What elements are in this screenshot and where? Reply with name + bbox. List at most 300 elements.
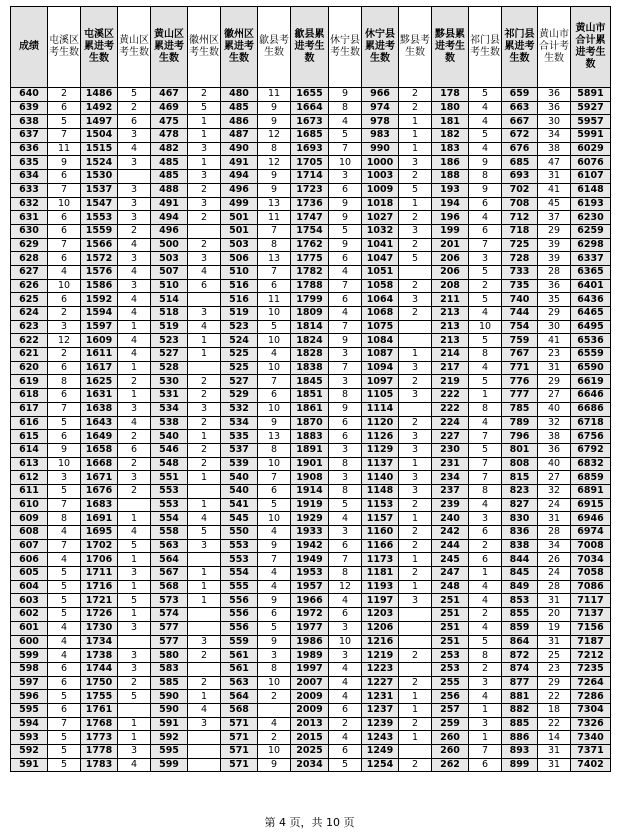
count-cell: 262 <box>432 758 469 772</box>
count-cell: 5 <box>469 88 502 102</box>
count-cell: 1683 <box>81 498 118 512</box>
count-cell: 4 <box>469 498 502 512</box>
count-cell: 1664 <box>291 101 329 115</box>
count-cell: 554 <box>221 567 258 581</box>
table-row <box>11 142 611 156</box>
count-cell: 10 <box>329 635 362 649</box>
count-cell: 6 <box>48 703 81 717</box>
count-cell: 4 <box>118 758 151 772</box>
column-header: 祁门县累进考生数 <box>502 7 538 88</box>
count-cell: 485 <box>151 156 188 170</box>
count-cell: 8 <box>258 443 291 457</box>
column-header: 休宁县累进考生数 <box>362 7 399 88</box>
count-cell: 5 <box>188 526 221 540</box>
count-cell: 6 <box>329 183 362 197</box>
count-cell: 525 <box>221 361 258 375</box>
count-cell: 3 <box>329 170 362 184</box>
count-cell: 7 <box>329 553 362 567</box>
count-cell: 5 <box>329 129 362 143</box>
count-cell: 777 <box>502 389 538 403</box>
count-cell: 7 <box>48 717 81 731</box>
count-cell: 796 <box>502 430 538 444</box>
count-cell: 1 <box>188 348 221 362</box>
count-cell: 7117 <box>571 594 611 608</box>
count-cell: 1702 <box>81 539 118 553</box>
count-cell: 8 <box>329 567 362 581</box>
count-cell: 6230 <box>571 211 611 225</box>
count-cell: 255 <box>432 676 469 690</box>
count-cell: 1 <box>399 580 432 594</box>
count-cell: 10 <box>469 320 502 334</box>
table-row <box>11 457 611 471</box>
count-cell: 22 <box>538 690 571 704</box>
count-cell: 28 <box>538 265 571 279</box>
count-cell: 3 <box>399 484 432 498</box>
count-cell: 1736 <box>291 197 329 211</box>
count-cell: 849 <box>502 580 538 594</box>
score-cell: 611 <box>11 484 48 498</box>
count-cell: 1 <box>399 731 432 745</box>
count-cell: 516 <box>221 279 258 293</box>
count-cell <box>188 608 221 622</box>
count-cell: 186 <box>432 156 469 170</box>
count-cell: 5957 <box>571 115 611 129</box>
count-cell: 5 <box>399 183 432 197</box>
count-cell: 1953 <box>291 567 329 581</box>
count-cell: 1 <box>399 129 432 143</box>
score-cell: 599 <box>11 649 48 663</box>
count-cell: 1243 <box>362 731 399 745</box>
count-cell: 9 <box>258 539 291 553</box>
count-cell: 3 <box>399 389 432 403</box>
count-cell: 740 <box>502 293 538 307</box>
count-cell: 1572 <box>81 252 118 266</box>
table-row <box>11 717 611 731</box>
count-cell: 8 <box>258 142 291 156</box>
count-cell: 735 <box>502 279 538 293</box>
count-cell: 537 <box>221 443 258 457</box>
count-cell: 5 <box>118 539 151 553</box>
count-cell: 5 <box>118 690 151 704</box>
count-cell: 245 <box>432 553 469 567</box>
count-cell: 1 <box>118 717 151 731</box>
count-cell: 485 <box>151 170 188 184</box>
count-cell: 12 <box>258 156 291 170</box>
count-cell: 554 <box>151 512 188 526</box>
count-cell <box>188 553 221 567</box>
count-cell: 1239 <box>362 717 399 731</box>
count-cell: 12 <box>258 129 291 143</box>
count-cell: 3 <box>48 471 81 485</box>
count-cell: 222 <box>432 402 469 416</box>
count-cell: 6 <box>329 539 362 553</box>
score-cell: 603 <box>11 594 48 608</box>
count-cell: 546 <box>151 443 188 457</box>
count-cell: 27 <box>538 389 571 403</box>
count-cell: 1181 <box>362 567 399 581</box>
count-cell: 1845 <box>291 375 329 389</box>
count-cell: 11 <box>258 293 291 307</box>
count-cell: 4 <box>258 567 291 581</box>
count-cell: 242 <box>432 526 469 540</box>
table-row <box>11 156 611 170</box>
count-cell: 2 <box>188 211 221 225</box>
count-cell: 7 <box>48 183 81 197</box>
count-cell: 1018 <box>362 197 399 211</box>
count-cell: 7 <box>48 402 81 416</box>
column-header: 徽州区累进考生数 <box>221 7 258 88</box>
count-cell: 3 <box>469 512 502 526</box>
count-cell: 815 <box>502 471 538 485</box>
count-cell: 1933 <box>291 526 329 540</box>
score-cell: 600 <box>11 635 48 649</box>
count-cell: 3 <box>399 471 432 485</box>
count-cell: 3 <box>399 594 432 608</box>
count-cell: 31 <box>538 361 571 375</box>
count-cell: 3 <box>118 279 151 293</box>
count-cell: 4 <box>118 348 151 362</box>
count-cell: 6 <box>469 758 502 772</box>
count-cell: 7034 <box>571 553 611 567</box>
count-cell: 7 <box>48 498 81 512</box>
count-cell: 1231 <box>362 690 399 704</box>
count-cell: 754 <box>502 320 538 334</box>
count-cell: 6193 <box>571 197 611 211</box>
count-cell: 1919 <box>291 498 329 512</box>
count-cell: 4 <box>329 690 362 704</box>
count-cell: 230 <box>432 443 469 457</box>
count-cell <box>188 361 221 375</box>
count-cell: 7326 <box>571 717 611 731</box>
count-cell: 1773 <box>81 731 118 745</box>
count-cell: 1 <box>118 361 151 375</box>
count-cell: 5 <box>258 320 291 334</box>
count-cell: 1237 <box>362 703 399 717</box>
count-cell: 3 <box>188 197 221 211</box>
count-cell: 19 <box>538 621 571 635</box>
count-cell: 4 <box>48 265 81 279</box>
count-cell: 1714 <box>291 170 329 184</box>
count-cell: 9 <box>469 183 502 197</box>
count-cell: 1747 <box>291 211 329 225</box>
count-cell: 45 <box>538 197 571 211</box>
count-cell: 2 <box>188 443 221 457</box>
count-cell: 7286 <box>571 690 611 704</box>
count-cell: 10 <box>258 457 291 471</box>
count-cell: 31 <box>538 594 571 608</box>
count-cell: 1966 <box>291 594 329 608</box>
count-cell <box>399 621 432 635</box>
count-cell: 30 <box>538 320 571 334</box>
count-cell: 580 <box>151 649 188 663</box>
count-cell: 7 <box>48 129 81 143</box>
count-cell: 1 <box>188 334 221 348</box>
count-cell: 1706 <box>81 553 118 567</box>
count-cell: 882 <box>502 703 538 717</box>
count-cell: 6 <box>48 430 81 444</box>
count-cell: 8 <box>469 484 502 498</box>
table-row <box>11 265 611 279</box>
count-cell: 9 <box>469 156 502 170</box>
count-cell: 2 <box>118 375 151 389</box>
count-cell: 1814 <box>291 320 329 334</box>
count-cell: 13 <box>258 197 291 211</box>
count-cell: 256 <box>432 690 469 704</box>
count-cell: 1497 <box>81 115 118 129</box>
count-cell: 4 <box>48 526 81 540</box>
count-cell: 1730 <box>81 621 118 635</box>
count-cell: 1738 <box>81 649 118 663</box>
count-cell: 6 <box>48 676 81 690</box>
count-cell: 5 <box>188 101 221 115</box>
count-cell: 14 <box>538 731 571 745</box>
count-cell: 3 <box>399 224 432 238</box>
count-cell: 529 <box>221 389 258 403</box>
count-cell: 4 <box>48 649 81 663</box>
count-cell: 39 <box>538 252 571 266</box>
count-cell: 2 <box>329 717 362 731</box>
count-cell: 507 <box>151 265 188 279</box>
count-cell: 2 <box>188 649 221 663</box>
count-cell: 2 <box>399 88 432 102</box>
count-cell: 4 <box>329 115 362 129</box>
score-cell: 640 <box>11 88 48 102</box>
count-cell: 1 <box>399 457 432 471</box>
count-cell: 1094 <box>362 361 399 375</box>
count-cell: 3 <box>118 402 151 416</box>
count-cell: 1734 <box>81 635 118 649</box>
count-cell: 7137 <box>571 608 611 622</box>
count-cell: 10 <box>258 361 291 375</box>
count-cell: 3 <box>469 252 502 266</box>
count-cell: 1 <box>399 703 432 717</box>
count-cell: 525 <box>221 348 258 362</box>
count-cell: 6 <box>48 361 81 375</box>
count-cell: 1638 <box>81 402 118 416</box>
count-cell: 6 <box>329 745 362 759</box>
count-cell: 893 <box>502 745 538 759</box>
count-cell: 1693 <box>291 142 329 156</box>
count-cell: 491 <box>151 197 188 211</box>
count-cell: 6298 <box>571 238 611 252</box>
score-cell: 631 <box>11 211 48 225</box>
count-cell: 7156 <box>571 621 611 635</box>
count-cell <box>188 731 221 745</box>
count-cell: 206 <box>432 252 469 266</box>
count-cell: 6 <box>258 484 291 498</box>
count-cell: 487 <box>221 129 258 143</box>
count-cell: 853 <box>502 594 538 608</box>
count-cell: 6559 <box>571 348 611 362</box>
count-cell: 523 <box>221 320 258 334</box>
count-cell: 38 <box>538 430 571 444</box>
count-cell: 7 <box>469 457 502 471</box>
count-cell: 9 <box>258 758 291 772</box>
count-cell: 6 <box>48 211 81 225</box>
count-cell: 1576 <box>81 265 118 279</box>
count-cell: 257 <box>432 703 469 717</box>
column-header: 屯溪区累进考生数 <box>81 7 118 88</box>
count-cell: 6915 <box>571 498 611 512</box>
count-cell: 23 <box>538 662 571 676</box>
count-cell: 1695 <box>81 526 118 540</box>
table-body <box>11 88 611 772</box>
count-cell: 23 <box>538 348 571 362</box>
count-cell: 4 <box>258 580 291 594</box>
count-cell: 855 <box>502 608 538 622</box>
count-cell: 776 <box>502 375 538 389</box>
count-cell: 7058 <box>571 567 611 581</box>
count-cell: 485 <box>221 101 258 115</box>
column-header: 休宁县考生数 <box>329 7 362 88</box>
column-header: 歙县累进考生数 <box>291 7 329 88</box>
count-cell: 2 <box>399 758 432 772</box>
count-cell: 1058 <box>362 279 399 293</box>
table-row <box>11 484 611 498</box>
count-cell: 573 <box>151 594 188 608</box>
count-cell: 41 <box>538 183 571 197</box>
count-cell: 8 <box>258 662 291 676</box>
count-cell: 5 <box>469 635 502 649</box>
count-cell: 561 <box>221 662 258 676</box>
count-cell: 7 <box>258 553 291 567</box>
count-cell: 519 <box>221 307 258 321</box>
count-cell: 1 <box>469 389 502 403</box>
score-table-container <box>10 6 610 772</box>
count-cell: 500 <box>151 238 188 252</box>
count-cell: 6 <box>48 224 81 238</box>
count-cell: 486 <box>221 115 258 129</box>
count-cell: 494 <box>221 170 258 184</box>
count-cell: 182 <box>432 129 469 143</box>
count-cell: 247 <box>432 567 469 581</box>
count-cell: 9 <box>258 594 291 608</box>
count-cell: 2 <box>188 389 221 403</box>
count-cell: 1105 <box>362 389 399 403</box>
count-cell: 1617 <box>81 361 118 375</box>
table-row <box>11 238 611 252</box>
count-cell: 523 <box>151 334 188 348</box>
count-cell: 11 <box>258 211 291 225</box>
count-cell: 4 <box>188 265 221 279</box>
count-cell: 771 <box>502 361 538 375</box>
count-cell: 253 <box>432 649 469 663</box>
score-cell: 617 <box>11 402 48 416</box>
count-cell: 503 <box>151 252 188 266</box>
count-cell: 9 <box>48 156 81 170</box>
count-cell: 3 <box>188 170 221 184</box>
count-cell: 1 <box>118 731 151 745</box>
count-cell: 36 <box>538 443 571 457</box>
count-cell <box>399 662 432 676</box>
score-cell: 605 <box>11 567 48 581</box>
count-cell: 36 <box>538 279 571 293</box>
count-cell: 7 <box>258 471 291 485</box>
count-cell: 1989 <box>291 649 329 663</box>
count-cell: 3 <box>329 649 362 663</box>
count-cell: 564 <box>151 553 188 567</box>
score-cell: 618 <box>11 389 48 403</box>
count-cell: 248 <box>432 580 469 594</box>
count-cell: 2 <box>188 88 221 102</box>
count-cell: 2 <box>188 375 221 389</box>
count-cell: 6 <box>469 197 502 211</box>
count-cell: 9 <box>258 101 291 115</box>
count-cell: 196 <box>432 211 469 225</box>
count-cell: 222 <box>432 389 469 403</box>
count-cell: 259 <box>432 717 469 731</box>
count-cell: 590 <box>151 690 188 704</box>
count-cell: 712 <box>502 211 538 225</box>
count-cell: 6076 <box>571 156 611 170</box>
count-cell: 672 <box>502 129 538 143</box>
count-cell: 10 <box>258 307 291 321</box>
count-cell: 6148 <box>571 183 611 197</box>
count-cell: 1504 <box>81 129 118 143</box>
count-cell: 1762 <box>291 238 329 252</box>
score-cell: 610 <box>11 498 48 512</box>
table-row <box>11 129 611 143</box>
count-cell: 5 <box>399 252 432 266</box>
count-cell: 6 <box>258 279 291 293</box>
score-cell: 621 <box>11 348 48 362</box>
table-row <box>11 307 611 321</box>
count-cell: 1676 <box>81 484 118 498</box>
count-cell: 1 <box>399 348 432 362</box>
count-cell: 4 <box>469 580 502 594</box>
count-cell: 659 <box>502 88 538 102</box>
count-cell: 1524 <box>81 156 118 170</box>
count-cell: 974 <box>362 101 399 115</box>
count-cell: 5 <box>48 758 81 772</box>
count-cell: 8 <box>329 457 362 471</box>
count-cell: 6 <box>48 662 81 676</box>
score-cell: 623 <box>11 320 48 334</box>
count-cell: 1655 <box>291 88 329 102</box>
count-cell: 4 <box>469 211 502 225</box>
score-cell: 622 <box>11 334 48 348</box>
count-cell: 6337 <box>571 252 611 266</box>
count-cell: 718 <box>502 224 538 238</box>
count-cell: 1064 <box>362 293 399 307</box>
count-cell: 667 <box>502 115 538 129</box>
count-cell: 1068 <box>362 307 399 321</box>
count-cell: 18 <box>538 703 571 717</box>
count-cell: 538 <box>151 416 188 430</box>
count-cell: 499 <box>221 197 258 211</box>
count-cell: 838 <box>502 539 538 553</box>
table-row <box>11 224 611 238</box>
count-cell: 2 <box>188 676 221 690</box>
count-cell: 1986 <box>291 635 329 649</box>
count-cell: 6974 <box>571 526 611 540</box>
score-cell: 614 <box>11 443 48 457</box>
count-cell <box>118 703 151 717</box>
count-cell: 1486 <box>81 88 118 102</box>
count-cell: 501 <box>221 211 258 225</box>
count-cell: 3 <box>188 142 221 156</box>
count-cell <box>188 758 221 772</box>
count-cell: 1754 <box>291 224 329 238</box>
count-cell: 240 <box>432 512 469 526</box>
count-cell: 3 <box>118 183 151 197</box>
table-row <box>11 348 611 362</box>
count-cell: 2 <box>188 416 221 430</box>
table-row <box>11 402 611 416</box>
count-cell: 1799 <box>291 293 329 307</box>
count-cell: 510 <box>151 279 188 293</box>
count-cell: 31 <box>538 758 571 772</box>
